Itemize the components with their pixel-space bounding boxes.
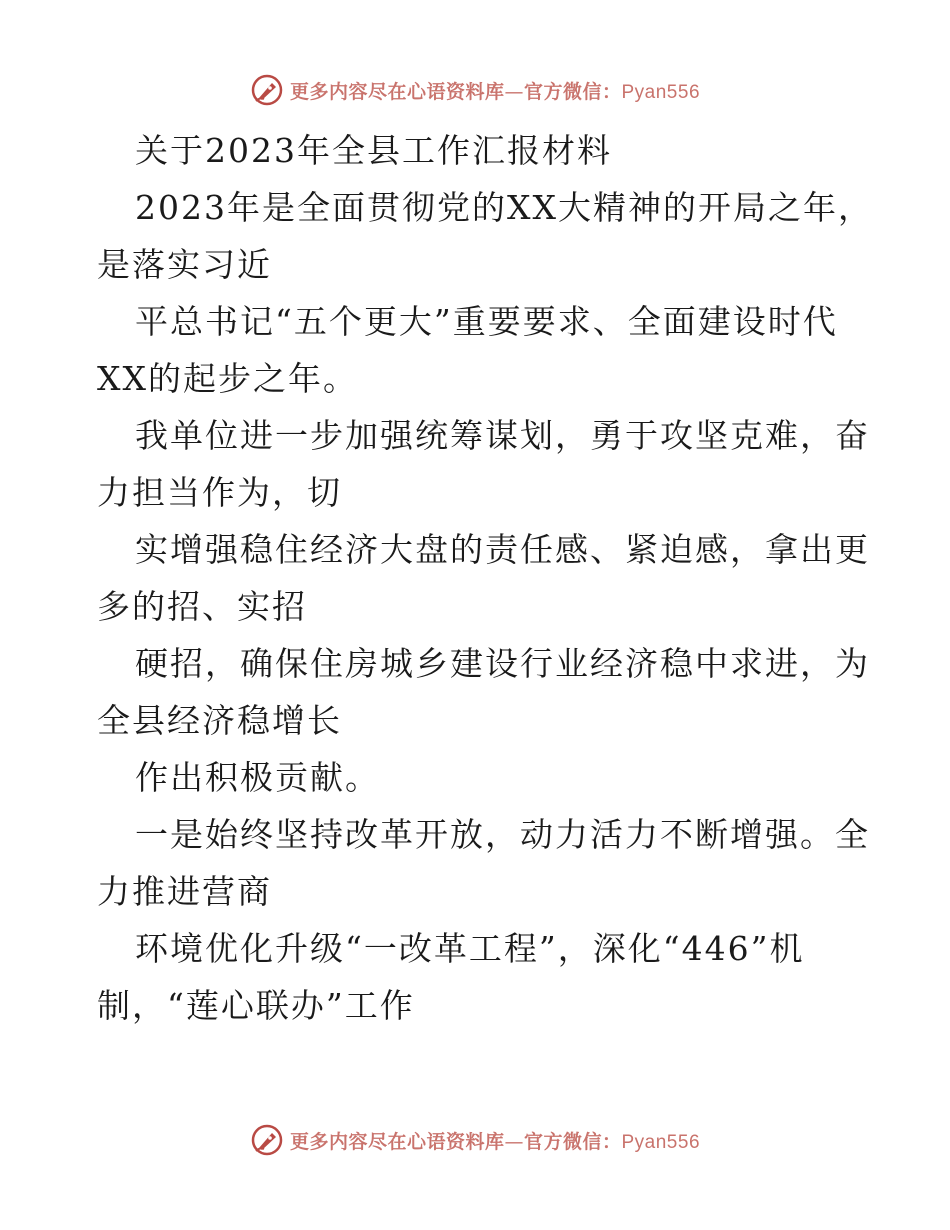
pen-nib-logo-icon	[250, 73, 284, 107]
pen-nib-logo-icon	[250, 1123, 284, 1157]
paragraph-line: 2023年是全面贯彻党的XX大精神的开局之年，	[135, 188, 873, 227]
paragraph-line: 是落实习近	[97, 245, 272, 284]
paragraph-line: 一是始终坚持改革开放，动力活力不断增强。全	[135, 815, 870, 854]
watermark-text: 更多内容尽在心语资料库—官方微信：Pyan556	[289, 1130, 701, 1153]
footer-watermark	[0, 1122, 950, 1158]
paragraph-line: 作出积极贡献。	[135, 758, 380, 797]
paragraph-line: 力担当作为，切	[97, 473, 342, 512]
paragraph-line: 我单位进一步加强统筹谋划，勇于攻坚克难，奋	[135, 416, 870, 455]
paragraph-line: 硬招，确保住房城乡建设行业经济稳中求进，为	[135, 644, 870, 683]
paragraph-line: 环境优化升级“一改革工程”，深化“446”机	[135, 929, 805, 968]
document-title: 关于2023年全县工作汇报材料	[135, 131, 612, 170]
paragraph-line: XX的起步之年。	[97, 359, 358, 398]
paragraph-line: 力推进营商	[97, 872, 272, 911]
header-watermark	[0, 72, 950, 108]
paragraph-line: 实增强稳住经济大盘的责任感、紧迫感，拿出更	[135, 530, 870, 569]
paragraph-line: 多的招、实招	[97, 587, 307, 626]
watermark-text: 更多内容尽在心语资料库—官方微信：Pyan556	[289, 80, 701, 103]
paragraph-line: 平总书记“五个更大”重要要求、全面建设时代	[135, 302, 838, 341]
paragraph-line: 制，“莲心联办”工作	[97, 986, 415, 1025]
document-body	[97, 122, 873, 1034]
paragraph-line: 全县经济稳增长	[97, 701, 342, 740]
